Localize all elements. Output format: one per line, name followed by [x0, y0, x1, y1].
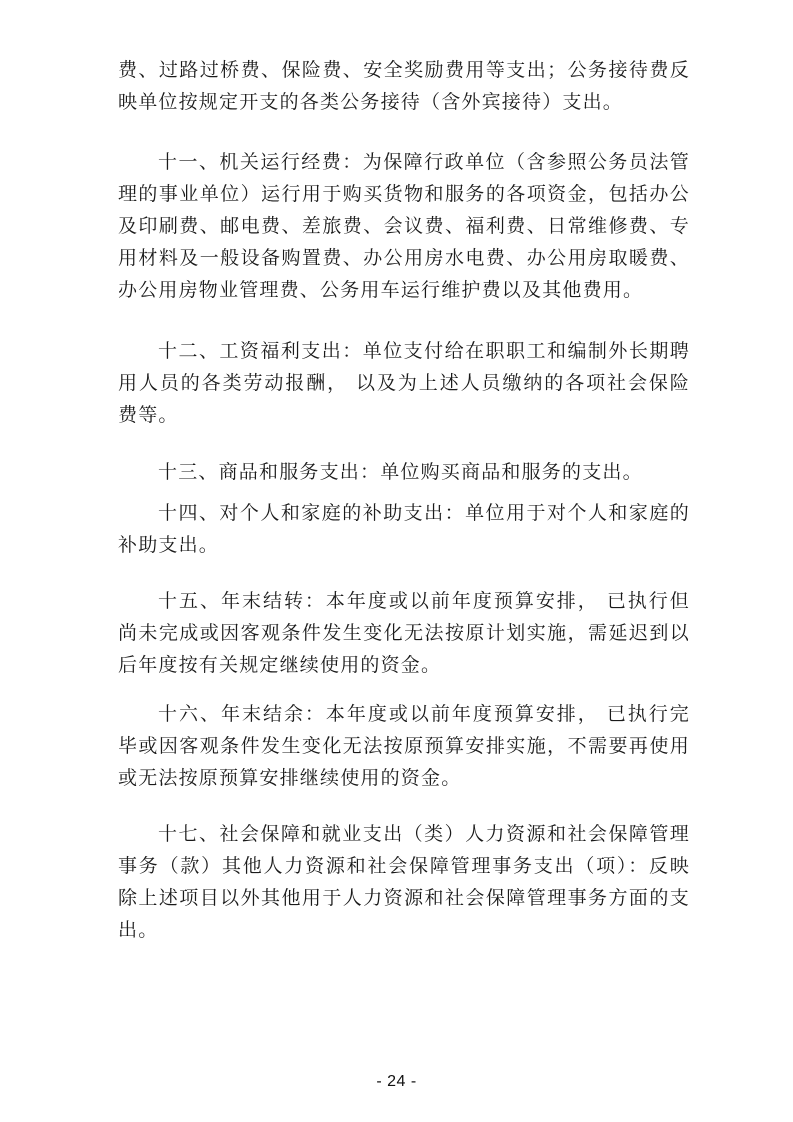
paragraph-item-14: 十四、对个人和家庭的补助支出：单位用于对个人和家庭的补助支出。	[118, 502, 690, 556]
paragraph-item-12: 十二、工资福利支出：单位支付给在职职工和编制外长期聘用人员的各类劳动报酬， 以及为上述人员缴纳的各项社会保险费等。	[118, 340, 690, 426]
paragraph-item-11: 十一、机关运行经费：为保障行政单位（含参照公务员法管理的事业单位）运行用于购买货物和服务的各项资金，包括办公及印刷费、邮电费、差旅费、会议费、福利费、日常维修费、专用材料及一般设备购置费、办公用房水电费、办公用房取暖费、办公用房物业管理费、公务用车运行维护费以及其他费用。	[118, 151, 690, 301]
paragraph-item-16: 十六、年末结余：本年度或以前年度预算安排， 已执行完毕或因客观条件发生变化无法按原预算安排实施，不需要再使用或无法按原预算安排继续使用的资金。	[118, 703, 690, 789]
page-number: - 24 -	[376, 1073, 417, 1090]
paragraph-item-17: 十七、社会保障和就业支出（类）人力资源和社会保障管理事务（款）其他人力资源和社会保障管理事务支出（项）：反映除上述项目以外其他用于人力资源和社会保障管理事务方面的支出。	[118, 823, 690, 941]
paragraph-item-15: 十五、年末结转：本年度或以前年度预算安排， 已执行但尚未完成或因客观条件发生变化无法按原计划实施，需延迟到以后年度按有关规定继续使用的资金。	[118, 590, 690, 676]
paragraph-continuation: 费、过路过桥费、保险费、安全奖励费用等支出；公务接待费反映单位按规定开支的各类公务接待（含外宾接待）支出。	[118, 59, 690, 113]
paragraph-item-13: 十三、商品和服务支出：单位购买商品和服务的支出。	[158, 461, 643, 483]
